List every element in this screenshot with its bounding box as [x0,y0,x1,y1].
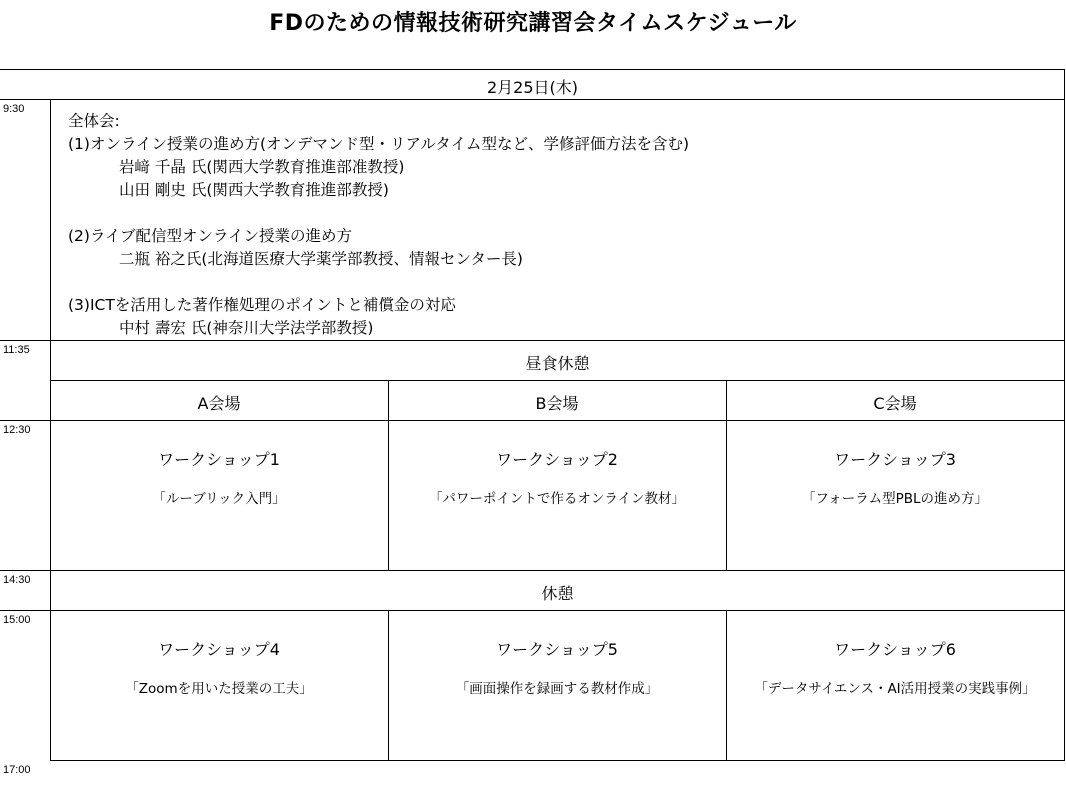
date-row-bottom [0,99,1065,100]
workshop-title: ワークショップ4 [158,640,280,659]
plenary-speaker: 岩﨑 千晶 氏(関西大学教育推進部准教授) [119,158,405,176]
venue-b-label: B会場 [535,394,579,413]
venue-a-label: A会場 [197,394,241,413]
workshop-subtitle: 「ルーブリック入門」 [152,491,286,507]
time-column-divider [50,99,51,761]
plenary-line: (2)ライブ配信型オンライン授業の進め方 [68,227,353,245]
workshop-title: ワークショップ6 [834,640,956,659]
workshop-subtitle: 「Zoomを用いた授業の工夫」 [125,681,313,697]
plenary-session [68,110,689,340]
workshop-subtitle: 「画面操作を録画する教材作成」 [455,681,659,697]
plenary-spacer [68,271,689,294]
time-label: 9:30 [3,103,25,115]
workshop-subtitle: 「パワーポイントで作るオンライン教材」 [428,491,686,507]
plenary-spacer [68,202,689,225]
plenary-bottom [0,340,1065,341]
workshop-subtitle: 「フォーラム型PBLの進め方」 [801,491,989,507]
session1-bottom [0,570,1065,571]
plenary-speaker: 山田 剛史 氏(関西大学教育推進部教授) [119,181,389,199]
workshop-subtitle: 「データサイエンス・AI活用授業の実践事例」 [754,681,1036,697]
page-title: FDのための情報技術研究講習会タイムスケジュール [269,11,797,36]
lunch-break-label: 昼食休憩 [525,354,590,373]
workshop-title: ワークショップ3 [834,450,956,469]
plenary-speaker: 中村 壽宏 氏(神奈川大学法学部教授) [119,319,374,337]
time-label: 17:00 [3,764,31,776]
time-label: 11:35 [3,344,30,356]
workshop-title: ワークショップ5 [496,640,618,659]
time-label: 14:30 [3,574,31,586]
venue-row-bottom [0,420,1065,421]
plenary-speaker: 二瓶 裕之氏(北海道医療大学薬学部教授、情報センター長) [119,250,523,268]
plenary-line: (1)オンライン授業の進め方(オンデマンド型・リアルタイム型など、学修評価方法を含む) [68,135,690,153]
date-header: 2月25日(木) [486,78,579,97]
plenary-line: (3)ICTを活用した著作権処理のポイントと補償金の対応 [68,296,456,314]
time-label: 12:30 [3,424,31,436]
time-label: 15:00 [3,614,31,626]
workshop-title: ワークショップ2 [496,450,618,469]
workshop-title: ワークショップ1 [158,450,280,469]
venue-c-label: C会場 [873,394,917,413]
table-bottom-border [50,760,1065,761]
break-label: 休憩 [541,584,574,603]
table-right-border [1064,69,1065,761]
lunch-bottom [50,380,1065,381]
break-bottom [0,610,1065,611]
plenary-heading: 全体会: [68,112,120,130]
table-top-border [0,69,1065,70]
